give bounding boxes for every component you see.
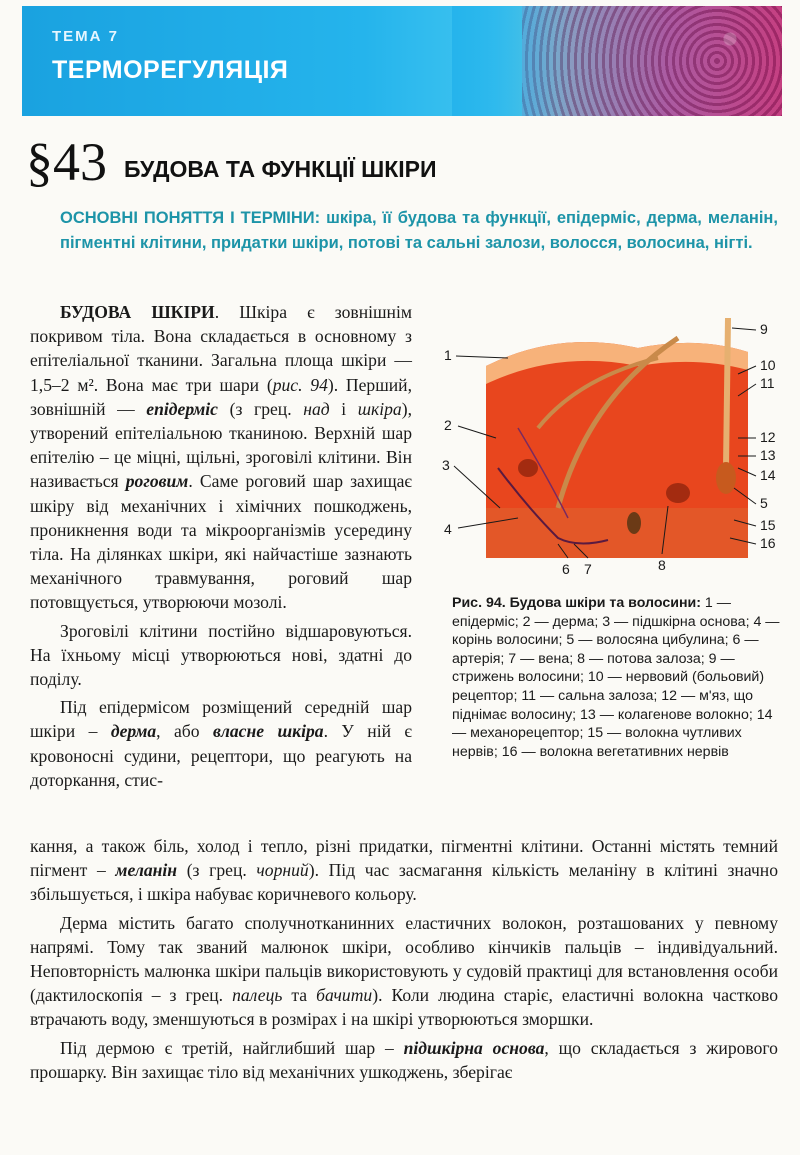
greek-word: шкіра	[357, 398, 402, 419]
figure-label-9: 9	[760, 321, 768, 337]
paragraph-cells: Зроговілі клітини постійно відшаровуються. На їхньому місці утворюються нові, здатні до поділу.	[30, 620, 412, 690]
term-epidermis: епідерміс	[146, 398, 218, 419]
figure-label-1: 1	[444, 347, 452, 363]
text-run: ). Коли людина старіє, еластичні волокна частково втрачають воду, зменшуються в розмірах і на шкірі утворюються зморшки.	[30, 985, 778, 1030]
text-run: кання, а також біль, холод і тепло, різні придатки, пігментні клітини. Останні містять темний пігмент –	[30, 836, 778, 881]
paragraph-dermis-cont	[30, 834, 778, 907]
text-run: ). Під час засмагання кількість меланіну в клітині значно збільшується, і шкіра набуває коричневого кольору.	[30, 860, 779, 905]
text-run: , або	[156, 721, 213, 742]
term-dermis: дерма	[110, 721, 157, 742]
caption-text: 1 — епідерміс; 2 — дерма; 3 — підшкірна основа; 4 — корінь волосини; 5 — волосяна цибулина; 6 — артерія; 7 — вена; 8 — потова залоза; 9 — стрижень волосини; 10 — нервовий (больовий) рецептор; 11 — сальна залоза; 12 — м'яз, що піднімає волосину; 13 — колагенове волокно; 14 — механорецептор; 15 — волокна чутливих нервів; 16 — волокна вегетативних нервів	[452, 595, 780, 760]
figure-reference: рис. 94	[272, 374, 328, 395]
sweat-gland	[666, 483, 690, 503]
skin-structure-figure	[438, 308, 788, 590]
figure-label-4: 4	[444, 521, 452, 537]
figure-label-10: 10	[760, 357, 776, 373]
figure-label-2: 2	[444, 417, 452, 433]
topic-number: ТЕМА 7	[52, 28, 120, 45]
greek-word: палець	[232, 985, 283, 1006]
key-terms	[60, 206, 778, 256]
text-run: Дерма містить багато сполучнотканинних еластичних волокон, розташованих у певному напрямі. Тому так званий малюнок шкіри, особливо кінчиків пальців – індивідуальний. Неповторність малюнка шкіри пальців використовують у судовій практиці для встановлення особи (дактилоскопія – з грец.	[30, 912, 778, 1006]
sweat-gland	[518, 459, 538, 477]
greek-word: бачити	[316, 985, 373, 1006]
receptor	[627, 512, 641, 534]
term-true-skin: власне шкіра	[213, 721, 324, 742]
subcutaneous-layer	[486, 508, 748, 558]
figure-label-15: 15	[760, 517, 776, 533]
text-run: . Саме роговий шар захищає шкіру від механічних і хімічних пошкоджень, проникнення води та мікроорганізмів усередину тіла. На ділянках шкіри, які найчастіше зазнають механічного травмування, роговий шар потовщується, утворюючи мозолі.	[30, 471, 412, 613]
text-run: Під епідермісом розміщений середній шар шкіри –	[30, 697, 412, 742]
term-horny-layer: роговим	[125, 471, 189, 492]
hair-shaft-right	[726, 318, 728, 468]
paragraph-dermis	[30, 695, 412, 792]
figure-label-12: 12	[760, 429, 776, 445]
figure-label-7: 7	[584, 561, 592, 577]
section-number: §43	[26, 132, 107, 192]
text-run: , що складається з жирового прошарку. Він захищає тіло від механічних ушкоджень, зберігає	[30, 1037, 778, 1082]
figure-label-14: 14	[760, 467, 776, 483]
greek-word: над	[303, 398, 330, 419]
figure-label-3: 3	[442, 457, 450, 473]
text-run: ), утворений епітеліальною тканиною. Верхній шар епітелію – це міцні, щільні, зроговілі клітини. Він називається	[30, 398, 412, 492]
left-column-text	[30, 300, 412, 792]
text-run: та	[282, 985, 317, 1006]
figure-caption	[452, 594, 784, 761]
figure-label-13: 13	[760, 447, 776, 463]
key-terms-label: ОСНОВНІ ПОНЯТТЯ І ТЕРМІНИ:	[60, 209, 321, 227]
hair-bulb	[716, 462, 736, 494]
section-title: БУДОВА ТА ФУНКЦІЇ ШКІРИ	[124, 156, 437, 182]
text-run: (з грец.	[177, 860, 257, 881]
heading-skin-structure: БУДОВА ШКІРИ	[60, 302, 215, 322]
figure-label-16: 16	[760, 535, 776, 551]
paragraph-elastic-fibers	[30, 911, 778, 1032]
paragraph-skin-structure	[30, 300, 412, 615]
full-width-text	[30, 834, 778, 1084]
figure-label-5: 5	[760, 495, 768, 511]
text-run: (з грец.	[218, 398, 304, 419]
topic-title: ТЕРМОРЕГУЛЯЦІЯ	[52, 56, 289, 84]
text-run: і	[329, 398, 358, 419]
key-terms-text: шкіра, її будова та функції, епідерміс, дерма, меланін, пігментні клітини, придатки шкіри, потові та сальні залози, волосся, волосина, нігті.	[60, 209, 778, 252]
banner-fade	[452, 6, 572, 116]
caption-title: Рис. 94. Будова шкіри та волосини:	[452, 595, 701, 611]
topic-banner	[22, 6, 782, 116]
paragraph-subcutaneous	[30, 1036, 778, 1084]
figure-label-8: 8	[658, 557, 666, 573]
term-subcutaneous-base: підшкірна основа	[403, 1037, 545, 1058]
text-run: . Шкіра є зовнішнім покривом тіла. Вона складається в основному з епітеліальної тканини. Загальна площа шкіри — 1,5–2 м². Вона має три шари (	[30, 302, 412, 395]
text-run: Під дермою є третій, найглибший шар –	[60, 1037, 404, 1058]
text-run: ). Перший, зовнішній —	[30, 374, 412, 419]
figure-label-11: 11	[760, 375, 775, 391]
greek-word: чорний	[256, 860, 309, 881]
text-run: . У ній є кровоносні судини, рецептори, що реагують на доторкання, стис-	[30, 721, 412, 790]
figure-label-6: 6	[562, 561, 570, 577]
term-melanin: меланін	[115, 860, 178, 881]
